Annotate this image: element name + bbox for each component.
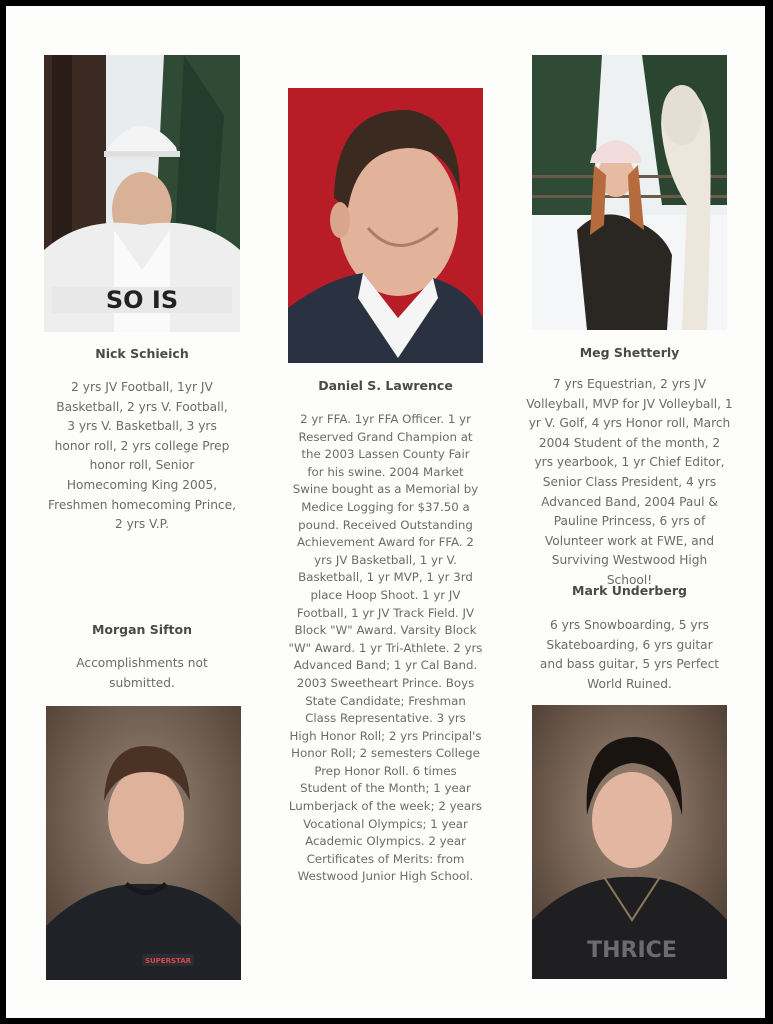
bio-line: Westwood Junior High School. <box>297 869 474 884</box>
bio-line: World Ruined. <box>587 676 672 691</box>
morgan-sifton-photo <box>46 706 241 980</box>
bio-line: Swine bought as a Memorial by <box>292 482 479 497</box>
bio-line: Advanced Band, 2004 Paul & <box>541 494 718 509</box>
bio-line: Reserved Grand Champion at <box>298 429 473 444</box>
bio-line: Accomplishments not <box>76 656 208 670</box>
bio-line: State Candidate; Freshman <box>305 693 466 708</box>
bio-line: 2 yrs V.P. <box>114 517 170 532</box>
bio-line: Freshmen homecoming Prince, <box>47 497 237 512</box>
bio-line: Block "W" Award. Varsity Block <box>294 623 477 638</box>
nick-schieich-photo <box>44 55 240 332</box>
bio-line: place Hoop Shoot. 1 yr JV <box>310 587 461 602</box>
bio-line: Surviving Westwood High <box>551 553 708 568</box>
mark-shirt-text: THRICE <box>587 938 677 963</box>
bio-line: Advanced Band; 1 yr Cal Band. <box>293 658 478 673</box>
bio-line: Lumberjack of the week; 2 years <box>288 799 483 814</box>
bio-line: the 2003 Lassen County Fair <box>301 447 470 462</box>
bio-line: Vocational Olympics; 1 year <box>303 816 468 831</box>
bio-line: pound. Received Outstanding <box>298 517 473 532</box>
bio-line: Basketball, 2 yrs V. Football, <box>56 399 228 414</box>
bio-line: "W" Award. 1 yr Tri-Athlete. 2 yrs <box>288 640 483 655</box>
bio-line: Volleyball, MVP for JV Volleyball, 1 <box>526 396 733 411</box>
bio-line: Basketball, 1 yr MVP, 1 yr 3rd <box>298 570 473 585</box>
bio-line: 2 yrs JV Football, 1yr JV <box>71 380 213 394</box>
bio-line: yr V. Golf, 4 yrs Honor roll, March <box>528 416 731 431</box>
bio-line: Pauline Princess, 6 yrs of <box>553 514 706 529</box>
bio-line: honor roll, Senior <box>89 458 195 473</box>
bio-line: School! <box>606 572 653 587</box>
bio-line: and bass guitar, 5 yrs Perfect <box>539 657 720 672</box>
bio-line: Honor Roll; 2 semesters College <box>291 746 480 761</box>
bio-line: for his swine. 2004 Market <box>307 464 464 479</box>
mark-underberg-bio <box>520 616 739 694</box>
bio-line: Achievement Award for FFA. 2 <box>297 535 474 550</box>
bio-line: yrs yearbook, 1 yr Chief Editor, <box>534 455 725 470</box>
nick-schieich-bio <box>34 378 250 535</box>
bio-line: 6 yrs Snowboarding, 5 yrs <box>550 618 709 632</box>
bio-line: Class Representative. 3 yrs <box>305 711 466 726</box>
bio-line: Medice Logging for $37.50 a <box>301 499 470 514</box>
bio-line: Volunteer work at FWE, and <box>544 533 715 548</box>
bio-line: 2003 Sweetheart Prince. Boys <box>296 675 475 690</box>
bio-line: Student of the Month; 1 year <box>300 781 471 796</box>
bio-line: Senior Class President, 4 yrs <box>542 474 717 489</box>
bio-line: Skateboarding, 6 yrs guitar <box>546 637 713 652</box>
meg-shetterly-bio <box>520 375 739 591</box>
bio-line: Academic Olympics. 2 year <box>305 834 466 849</box>
meg-shetterly-photo <box>532 55 727 330</box>
bio-line: Prep Honor Roll. 6 times <box>314 763 457 778</box>
bio-line: Football, 1 yr JV Track Field. JV <box>296 605 475 620</box>
bio-line: honor roll, 2 yrs college Prep <box>54 438 230 453</box>
morgan-sifton-name: Morgan Sifton <box>91 622 192 637</box>
bio-line: 2 yr FFA. 1yr FFA Officer. 1 yr <box>300 412 471 426</box>
yearbook-page <box>6 6 765 1018</box>
bio-line: 2004 Student of the month, 2 <box>538 435 721 450</box>
mark-underberg-name: Mark Underberg <box>572 583 687 598</box>
meg-shetterly-name: Meg Shetterly <box>579 345 680 360</box>
mark-underberg-photo <box>532 705 727 979</box>
bio-line: Homecoming King 2005, <box>66 477 218 492</box>
bio-line: 3 yrs V. Basketball, 3 yrs <box>67 419 217 434</box>
nick-schieich-name: Nick Schieich <box>95 346 189 361</box>
bio-line: yrs JV Basketball, 1 yr V. <box>314 552 457 567</box>
morgan-shirt-text: SUPERSTAR <box>144 957 192 965</box>
daniel-lawrence-photo <box>288 88 483 363</box>
morgan-sifton-bio <box>44 654 240 693</box>
bio-line: submitted. <box>109 675 175 690</box>
bio-line: 7 yrs Equestrian, 2 yrs JV <box>552 377 707 391</box>
daniel-lawrence-bio <box>268 411 503 886</box>
nick-shirt-text: SO IS <box>105 286 179 314</box>
daniel-lawrence-name: Daniel S. Lawrence <box>318 378 453 393</box>
bio-line: Certificates of Merits: from <box>306 851 465 866</box>
bio-line: High Honor Roll; 2 yrs Principal's <box>289 728 482 743</box>
